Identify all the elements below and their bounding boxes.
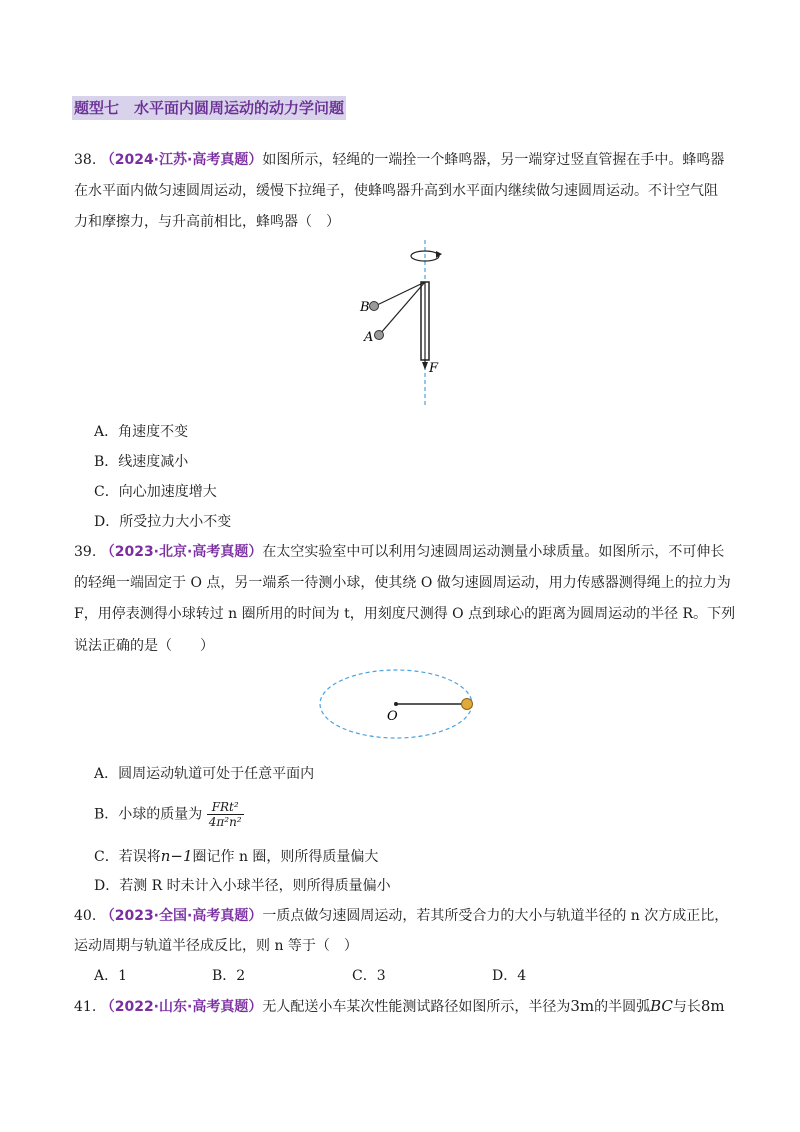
question-39-line-3: F，用停表测得小球转过 n 圈所用的时间为 t，用刻度尺测得 O 点到球心的距离为圆周运动的半径 R。下列 — [74, 606, 736, 622]
question-39-line-4: 说法正确的是（ ） — [74, 638, 214, 654]
option-38-d: D．所受拉力大小不变 — [94, 514, 232, 530]
buzzer-a — [375, 331, 384, 340]
label-a: A — [364, 330, 374, 345]
question-number: 40. — [74, 908, 97, 924]
question-39-line-1 — [74, 542, 724, 562]
option-40-d: D．4 — [492, 968, 527, 984]
option-39-d: D．若测 R 时未计入小球半径，则所得质量偏小 — [94, 878, 391, 894]
question-38-line-1 — [74, 150, 724, 170]
option-b-text: B．小球的质量为 — [94, 806, 203, 823]
rope-b — [375, 282, 425, 306]
question-38-line-2: 在水平面内做匀速圆周运动，缓慢下拉绳子，使蜂鸣器升高到水平面内继续做匀速圆周运动。不计空气阻 — [74, 183, 718, 199]
label-f: F — [429, 361, 439, 376]
question-number: 41. — [74, 999, 97, 1015]
option-40-b: B．2 — [212, 968, 246, 984]
option-40-c: C．3 — [352, 968, 386, 984]
option-c-expression: n−1 — [160, 847, 193, 865]
option-38-a: A．角速度不变 — [94, 424, 189, 440]
question-text: 一质点做匀速圆周运动，若其所受合力的大小与轨道半径的 n 次方成正比， — [262, 908, 729, 924]
question-text-3: 与长 — [672, 999, 701, 1015]
option-38-c: C．向心加速度增大 — [94, 484, 217, 500]
question-number: 39. — [74, 544, 97, 560]
question-text-2: 的半圆弧 — [594, 999, 651, 1015]
option-c-prefix: C．若误将 — [94, 849, 161, 865]
rope-a — [380, 282, 425, 334]
buzzer-b — [370, 302, 379, 311]
arc-label: BC — [650, 997, 673, 1015]
question-source: （2022·山东·高考真题） — [100, 999, 263, 1015]
label-b: B — [360, 300, 370, 315]
question-39-line-2: 的轻绳一端固定于 O 点，另一端系一待测小球，使其绕 O 做匀速圆周运动，用力传感器测得绳上的拉力为 — [74, 575, 731, 591]
radius-value: 3m — [570, 997, 595, 1015]
label-o: O — [387, 709, 398, 724]
question-41-line-1 — [74, 996, 725, 1017]
question-text: 在太空实验室中可以利用匀速圆周运动测量小球质量。如图所示，不可伸长 — [262, 544, 725, 560]
option-39-a: A．圆周运动轨道可处于任意平面内 — [94, 766, 315, 782]
fraction-denominator: 4π²n² — [208, 815, 242, 829]
question-40-line-2: 运动周期与轨道半径成反比，则 n 等于（ ） — [74, 938, 358, 954]
rotation-arrow-icon — [411, 251, 442, 261]
question-40-line-1 — [74, 906, 728, 926]
question-38-line-3: 力和摩擦力，与升高前相比，蜂鸣器（ ） — [74, 214, 340, 230]
option-40-a: A．1 — [94, 968, 128, 984]
question-text: 如图所示，轻绳的一端拴一个蜂鸣器，另一端穿过竖直管握在手中。蜂鸣器 — [262, 152, 725, 168]
option-39-b — [94, 800, 244, 829]
option-38-b: B．线速度减小 — [94, 454, 189, 470]
buzzer-figure — [350, 238, 470, 408]
question-text: 无人配送小车某次性能测试路径如图所示，半径为 — [262, 999, 571, 1015]
fraction-numerator: FRt² — [207, 800, 244, 815]
question-source: （2023·北京·高考真题） — [100, 544, 263, 560]
mass-fraction — [207, 800, 244, 829]
question-number: 38. — [74, 152, 97, 168]
question-source: （2024·江苏·高考真题） — [100, 152, 263, 168]
option-c-suffix: 圈记作 n 圈，则所得质量偏大 — [192, 849, 379, 865]
ball — [462, 699, 473, 710]
orbit-figure — [316, 666, 486, 762]
vertical-tube — [421, 282, 429, 370]
option-39-c — [94, 846, 378, 867]
section-title: 题型七 水平面内圆周运动的动力学问题 — [72, 96, 346, 120]
question-source: （2023·全国·高考真题） — [100, 908, 263, 924]
length-value: 8m — [700, 997, 725, 1015]
